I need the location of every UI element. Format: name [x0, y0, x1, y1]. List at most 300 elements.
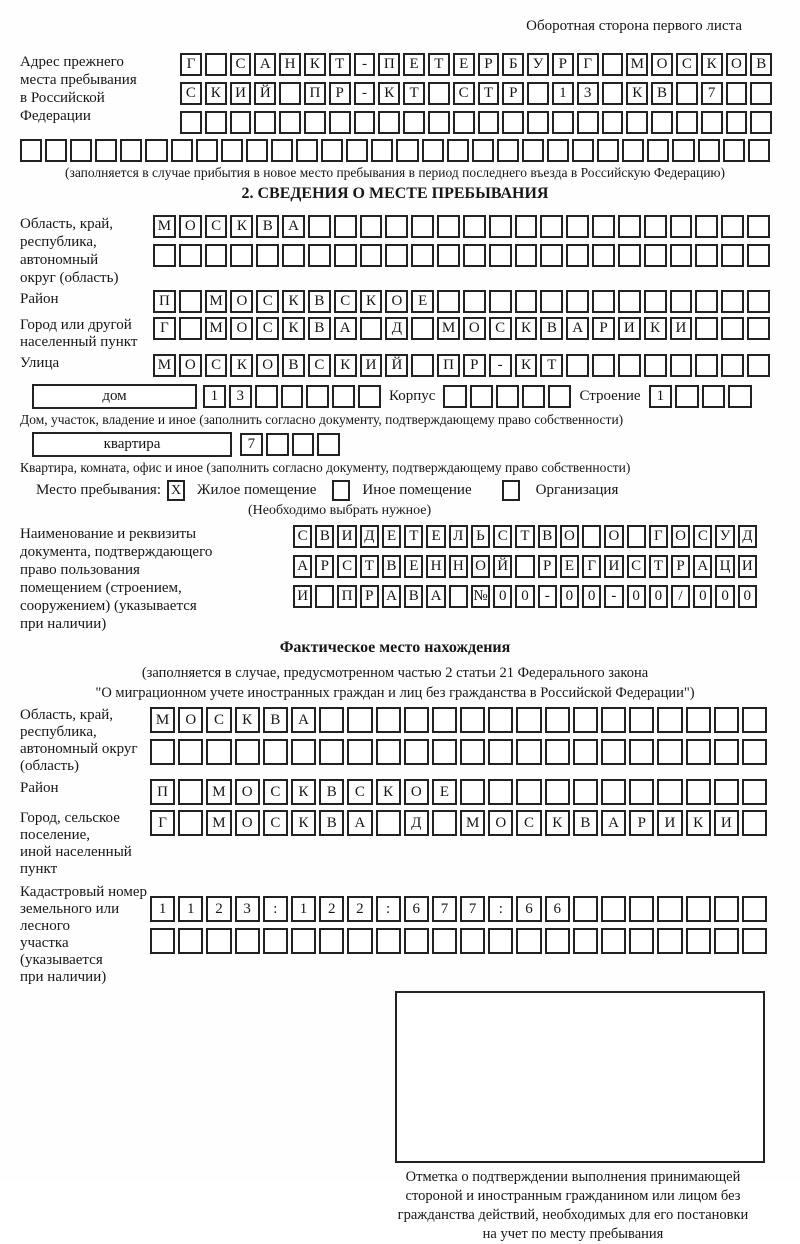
char-cell[interactable] — [432, 707, 457, 733]
char-cell[interactable]: К — [235, 707, 260, 733]
char-cell[interactable]: 3 — [577, 82, 599, 105]
char-cell[interactable]: И — [337, 525, 356, 548]
char-cell[interactable]: О — [726, 53, 748, 76]
char-cell[interactable]: 1 — [291, 896, 316, 922]
char-cell[interactable] — [545, 779, 570, 805]
char-cell[interactable] — [360, 244, 383, 267]
char-cell[interactable] — [256, 244, 279, 267]
char-cell[interactable] — [411, 244, 434, 267]
char-cell[interactable] — [317, 433, 340, 456]
char-cell[interactable] — [488, 707, 513, 733]
char-cell[interactable] — [404, 707, 429, 733]
char-cell[interactable] — [347, 739, 372, 765]
char-cell[interactable]: Н — [449, 555, 468, 578]
char-cell[interactable] — [602, 53, 624, 76]
checkbox-organization[interactable] — [502, 480, 520, 501]
char-cell[interactable] — [651, 111, 673, 134]
char-cell[interactable] — [657, 707, 682, 733]
char-cell[interactable] — [721, 215, 744, 238]
char-cell[interactable] — [385, 244, 408, 267]
char-cell[interactable]: - — [489, 354, 512, 377]
char-cell[interactable]: Е — [382, 525, 401, 548]
char-cell[interactable]: Р — [592, 317, 615, 340]
char-cell[interactable] — [750, 82, 772, 105]
char-cell[interactable] — [255, 385, 278, 408]
char-cell[interactable] — [748, 139, 770, 162]
char-cell[interactable] — [460, 928, 485, 954]
char-cell[interactable] — [714, 739, 739, 765]
char-cell[interactable]: Г — [577, 53, 599, 76]
char-cell[interactable]: А — [293, 555, 312, 578]
char-cell[interactable] — [460, 707, 485, 733]
char-cell[interactable] — [20, 139, 42, 162]
char-cell[interactable]: 1 — [649, 385, 673, 408]
char-cell[interactable] — [602, 111, 624, 134]
char-cell[interactable]: Т — [428, 53, 450, 76]
char-cell[interactable] — [592, 215, 615, 238]
char-cell[interactable] — [515, 244, 538, 267]
char-cell[interactable] — [742, 739, 767, 765]
char-cell[interactable] — [618, 290, 641, 313]
char-cell[interactable]: Р — [329, 82, 351, 105]
char-cell[interactable] — [548, 385, 571, 408]
char-cell[interactable] — [695, 244, 718, 267]
char-cell[interactable] — [747, 290, 770, 313]
char-cell[interactable]: Р — [463, 354, 486, 377]
char-cell[interactable]: 3 — [229, 385, 252, 408]
char-cell[interactable] — [292, 433, 315, 456]
char-cell[interactable]: С — [206, 707, 231, 733]
char-cell[interactable] — [728, 385, 752, 408]
char-cell[interactable] — [460, 739, 485, 765]
char-cell[interactable]: Т — [649, 555, 668, 578]
char-cell[interactable]: Г — [153, 317, 176, 340]
char-cell[interactable]: П — [337, 585, 356, 608]
char-cell[interactable] — [670, 215, 693, 238]
char-cell[interactable] — [626, 111, 648, 134]
char-cell[interactable] — [171, 139, 193, 162]
char-cell[interactable] — [647, 139, 669, 162]
char-cell[interactable] — [332, 385, 355, 408]
char-cell[interactable] — [742, 896, 767, 922]
char-cell[interactable]: С — [347, 779, 372, 805]
char-cell[interactable] — [573, 739, 598, 765]
char-cell[interactable]: В — [382, 555, 401, 578]
char-cell[interactable] — [358, 385, 381, 408]
char-cell[interactable]: 7 — [460, 896, 485, 922]
char-cell[interactable]: В — [263, 707, 288, 733]
char-cell[interactable] — [701, 111, 723, 134]
char-cell[interactable] — [271, 139, 293, 162]
char-cell[interactable] — [714, 779, 739, 805]
char-cell[interactable] — [657, 928, 682, 954]
char-cell[interactable]: 0 — [693, 585, 712, 608]
char-cell[interactable] — [714, 928, 739, 954]
char-cell[interactable] — [629, 928, 654, 954]
char-cell[interactable] — [515, 215, 538, 238]
char-cell[interactable]: Н — [279, 53, 301, 76]
char-cell[interactable] — [714, 896, 739, 922]
char-cell[interactable]: П — [304, 82, 326, 105]
char-cell[interactable] — [545, 707, 570, 733]
char-cell[interactable] — [411, 354, 434, 377]
char-cell[interactable]: С — [516, 810, 541, 836]
char-cell[interactable]: П — [437, 354, 460, 377]
checkbox-other-premises[interactable] — [332, 480, 350, 501]
char-cell[interactable] — [516, 739, 541, 765]
char-cell[interactable] — [573, 779, 598, 805]
char-cell[interactable]: М — [206, 779, 231, 805]
char-cell[interactable]: Д — [738, 525, 757, 548]
char-cell[interactable] — [178, 928, 203, 954]
char-cell[interactable] — [670, 290, 693, 313]
char-cell[interactable]: С — [180, 82, 202, 105]
char-cell[interactable]: Т — [404, 525, 423, 548]
char-cell[interactable] — [422, 139, 444, 162]
char-cell[interactable]: С — [676, 53, 698, 76]
char-cell[interactable] — [622, 139, 644, 162]
char-cell[interactable]: 0 — [560, 585, 579, 608]
char-cell[interactable]: О — [463, 317, 486, 340]
char-cell[interactable]: 2 — [347, 896, 372, 922]
char-cell[interactable] — [376, 928, 401, 954]
char-cell[interactable]: А — [601, 810, 626, 836]
char-cell[interactable]: В — [651, 82, 673, 105]
char-cell[interactable] — [629, 779, 654, 805]
char-cell[interactable]: 0 — [738, 585, 757, 608]
char-cell[interactable]: Н — [426, 555, 445, 578]
char-cell[interactable]: Т — [403, 82, 425, 105]
char-cell[interactable] — [472, 139, 494, 162]
char-cell[interactable] — [540, 244, 563, 267]
char-cell[interactable]: О — [604, 525, 623, 548]
char-cell[interactable] — [644, 215, 667, 238]
char-cell[interactable] — [437, 215, 460, 238]
char-cell[interactable]: Т — [329, 53, 351, 76]
char-cell[interactable]: Д — [360, 525, 379, 548]
char-cell[interactable]: В — [319, 779, 344, 805]
house-type-box[interactable]: дом — [32, 384, 197, 409]
char-cell[interactable]: И — [670, 317, 693, 340]
char-cell[interactable]: И — [360, 354, 383, 377]
char-cell[interactable] — [721, 317, 744, 340]
char-cell[interactable]: А — [282, 215, 305, 238]
char-cell[interactable] — [282, 244, 305, 267]
char-cell[interactable] — [437, 244, 460, 267]
char-cell[interactable]: С — [205, 215, 228, 238]
char-cell[interactable]: О — [488, 810, 513, 836]
char-cell[interactable] — [545, 739, 570, 765]
char-cell[interactable] — [597, 139, 619, 162]
char-cell[interactable]: М — [205, 317, 228, 340]
char-cell[interactable] — [404, 928, 429, 954]
char-cell[interactable]: М — [460, 810, 485, 836]
char-cell[interactable]: С — [205, 354, 228, 377]
char-cell[interactable]: К — [515, 317, 538, 340]
char-cell[interactable] — [592, 290, 615, 313]
char-cell[interactable]: 7 — [240, 433, 263, 456]
char-cell[interactable]: Т — [540, 354, 563, 377]
char-cell[interactable]: А — [693, 555, 712, 578]
char-cell[interactable]: Е — [453, 53, 475, 76]
char-cell[interactable] — [179, 290, 202, 313]
char-cell[interactable] — [592, 354, 615, 377]
char-cell[interactable]: М — [153, 354, 176, 377]
char-cell[interactable] — [672, 139, 694, 162]
char-cell[interactable]: И — [293, 585, 312, 608]
char-cell[interactable]: О — [179, 354, 202, 377]
char-cell[interactable] — [443, 385, 466, 408]
char-cell[interactable]: К — [230, 215, 253, 238]
char-cell[interactable] — [747, 354, 770, 377]
char-cell[interactable] — [747, 317, 770, 340]
char-cell[interactable]: Г — [180, 53, 202, 76]
char-cell[interactable] — [747, 215, 770, 238]
char-cell[interactable] — [601, 739, 626, 765]
char-cell[interactable] — [385, 215, 408, 238]
char-cell[interactable] — [308, 215, 331, 238]
char-cell[interactable] — [742, 928, 767, 954]
char-cell[interactable]: С — [693, 525, 712, 548]
char-cell[interactable] — [516, 928, 541, 954]
char-cell[interactable] — [319, 707, 344, 733]
char-cell[interactable] — [618, 244, 641, 267]
char-cell[interactable]: Й — [254, 82, 276, 105]
char-cell[interactable] — [360, 215, 383, 238]
char-cell[interactable] — [321, 139, 343, 162]
char-cell[interactable] — [376, 810, 401, 836]
char-cell[interactable] — [629, 707, 654, 733]
char-cell[interactable]: В — [308, 317, 331, 340]
char-cell[interactable] — [726, 111, 748, 134]
char-cell[interactable]: С — [256, 290, 279, 313]
char-cell[interactable] — [70, 139, 92, 162]
char-cell[interactable] — [304, 111, 326, 134]
char-cell[interactable] — [376, 707, 401, 733]
char-cell[interactable] — [527, 111, 549, 134]
char-cell[interactable]: У — [527, 53, 549, 76]
char-cell[interactable] — [670, 244, 693, 267]
char-cell[interactable] — [347, 928, 372, 954]
char-cell[interactable]: К — [360, 290, 383, 313]
char-cell[interactable]: К — [291, 779, 316, 805]
char-cell[interactable] — [540, 215, 563, 238]
char-cell[interactable]: О — [385, 290, 408, 313]
char-cell[interactable]: К — [701, 53, 723, 76]
char-cell[interactable]: 0 — [715, 585, 734, 608]
char-cell[interactable] — [573, 928, 598, 954]
char-cell[interactable]: А — [382, 585, 401, 608]
char-cell[interactable]: - — [354, 53, 376, 76]
char-cell[interactable] — [463, 244, 486, 267]
char-cell[interactable] — [447, 139, 469, 162]
apartment-type-box[interactable]: квартира — [32, 432, 232, 457]
char-cell[interactable] — [221, 139, 243, 162]
char-cell[interactable] — [573, 707, 598, 733]
char-cell[interactable] — [742, 779, 767, 805]
char-cell[interactable] — [629, 739, 654, 765]
char-cell[interactable]: В — [315, 525, 334, 548]
char-cell[interactable]: 3 — [235, 896, 260, 922]
char-cell[interactable]: Е — [426, 525, 445, 548]
char-cell[interactable]: Г — [150, 810, 175, 836]
char-cell[interactable]: - — [354, 82, 376, 105]
char-cell[interactable] — [629, 896, 654, 922]
char-cell[interactable] — [515, 290, 538, 313]
char-cell[interactable] — [618, 354, 641, 377]
char-cell[interactable]: Д — [385, 317, 408, 340]
char-cell[interactable]: О — [235, 779, 260, 805]
char-cell[interactable] — [205, 244, 228, 267]
char-cell[interactable]: А — [566, 317, 589, 340]
char-cell[interactable]: О — [651, 53, 673, 76]
char-cell[interactable]: 1 — [178, 896, 203, 922]
char-cell[interactable]: А — [334, 317, 357, 340]
char-cell[interactable] — [747, 244, 770, 267]
char-cell[interactable] — [601, 779, 626, 805]
char-cell[interactable] — [196, 139, 218, 162]
char-cell[interactable] — [470, 385, 493, 408]
char-cell[interactable] — [522, 385, 545, 408]
char-cell[interactable]: И — [604, 555, 623, 578]
char-cell[interactable] — [489, 215, 512, 238]
char-cell[interactable] — [686, 896, 711, 922]
char-cell[interactable]: Е — [404, 555, 423, 578]
char-cell[interactable] — [463, 290, 486, 313]
char-cell[interactable]: 0 — [649, 585, 668, 608]
char-cell[interactable] — [334, 244, 357, 267]
char-cell[interactable] — [178, 739, 203, 765]
char-cell[interactable]: М — [206, 810, 231, 836]
char-cell[interactable] — [206, 739, 231, 765]
char-cell[interactable] — [497, 139, 519, 162]
char-cell[interactable]: С — [230, 53, 252, 76]
char-cell[interactable]: Г — [649, 525, 668, 548]
char-cell[interactable] — [676, 82, 698, 105]
char-cell[interactable] — [572, 139, 594, 162]
char-cell[interactable] — [582, 525, 601, 548]
char-cell[interactable] — [235, 928, 260, 954]
char-cell[interactable] — [618, 215, 641, 238]
char-cell[interactable] — [721, 244, 744, 267]
char-cell[interactable]: К — [686, 810, 711, 836]
char-cell[interactable]: О — [560, 525, 579, 548]
char-cell[interactable]: К — [205, 82, 227, 105]
char-cell[interactable] — [695, 354, 718, 377]
char-cell[interactable]: К — [376, 779, 401, 805]
char-cell[interactable] — [566, 354, 589, 377]
char-cell[interactable]: Р — [629, 810, 654, 836]
char-cell[interactable]: Д — [404, 810, 429, 836]
char-cell[interactable]: С — [308, 354, 331, 377]
char-cell[interactable]: 1 — [552, 82, 574, 105]
char-cell[interactable]: С — [256, 317, 279, 340]
char-cell[interactable] — [676, 111, 698, 134]
char-cell[interactable]: О — [235, 810, 260, 836]
char-cell[interactable] — [291, 928, 316, 954]
char-cell[interactable] — [178, 810, 203, 836]
char-cell[interactable]: К — [291, 810, 316, 836]
char-cell[interactable] — [180, 111, 202, 134]
char-cell[interactable] — [488, 739, 513, 765]
char-cell[interactable] — [266, 433, 289, 456]
char-cell[interactable] — [306, 385, 329, 408]
char-cell[interactable] — [515, 555, 534, 578]
char-cell[interactable] — [489, 244, 512, 267]
char-cell[interactable]: Р — [478, 53, 500, 76]
char-cell[interactable]: Т — [360, 555, 379, 578]
char-cell[interactable] — [657, 779, 682, 805]
char-cell[interactable] — [601, 928, 626, 954]
char-cell[interactable] — [686, 707, 711, 733]
char-cell[interactable]: Р — [538, 555, 557, 578]
char-cell[interactable]: Р — [552, 53, 574, 76]
char-cell[interactable]: 0 — [582, 585, 601, 608]
char-cell[interactable] — [573, 896, 598, 922]
char-cell[interactable]: Ь — [471, 525, 490, 548]
char-cell[interactable]: К — [304, 53, 326, 76]
char-cell[interactable]: 0 — [493, 585, 512, 608]
char-cell[interactable] — [263, 928, 288, 954]
char-cell[interactable] — [478, 111, 500, 134]
char-cell[interactable]: 1 — [203, 385, 226, 408]
char-cell[interactable] — [522, 139, 544, 162]
char-cell[interactable] — [360, 317, 383, 340]
char-cell[interactable]: : — [263, 896, 288, 922]
char-cell[interactable] — [279, 82, 301, 105]
char-cell[interactable] — [566, 290, 589, 313]
char-cell[interactable]: М — [150, 707, 175, 733]
char-cell[interactable]: К — [230, 354, 253, 377]
char-cell[interactable] — [545, 928, 570, 954]
char-cell[interactable] — [723, 139, 745, 162]
char-cell[interactable] — [319, 928, 344, 954]
char-cell[interactable] — [516, 707, 541, 733]
char-cell[interactable]: С — [263, 779, 288, 805]
char-cell[interactable] — [354, 111, 376, 134]
char-cell[interactable]: Б — [502, 53, 524, 76]
char-cell[interactable] — [644, 354, 667, 377]
char-cell[interactable] — [695, 317, 718, 340]
char-cell[interactable] — [657, 739, 682, 765]
char-cell[interactable] — [714, 707, 739, 733]
char-cell[interactable]: 0 — [627, 585, 646, 608]
char-cell[interactable]: О — [256, 354, 279, 377]
char-cell[interactable] — [489, 290, 512, 313]
char-cell[interactable] — [601, 707, 626, 733]
char-cell[interactable] — [686, 739, 711, 765]
char-cell[interactable]: - — [604, 585, 623, 608]
char-cell[interactable]: В — [540, 317, 563, 340]
char-cell[interactable] — [308, 244, 331, 267]
char-cell[interactable]: В — [319, 810, 344, 836]
char-cell[interactable]: О — [230, 290, 253, 313]
char-cell[interactable] — [657, 896, 682, 922]
char-cell[interactable] — [592, 244, 615, 267]
char-cell[interactable] — [291, 739, 316, 765]
char-cell[interactable] — [644, 244, 667, 267]
char-cell[interactable]: В — [538, 525, 557, 548]
char-cell[interactable]: К — [644, 317, 667, 340]
char-cell[interactable]: Г — [582, 555, 601, 578]
char-cell[interactable]: К — [282, 317, 305, 340]
char-cell[interactable] — [698, 139, 720, 162]
char-cell[interactable] — [150, 739, 175, 765]
char-cell[interactable]: У — [715, 525, 734, 548]
char-cell[interactable]: С — [493, 525, 512, 548]
char-cell[interactable]: Л — [449, 525, 468, 548]
char-cell[interactable] — [702, 385, 726, 408]
